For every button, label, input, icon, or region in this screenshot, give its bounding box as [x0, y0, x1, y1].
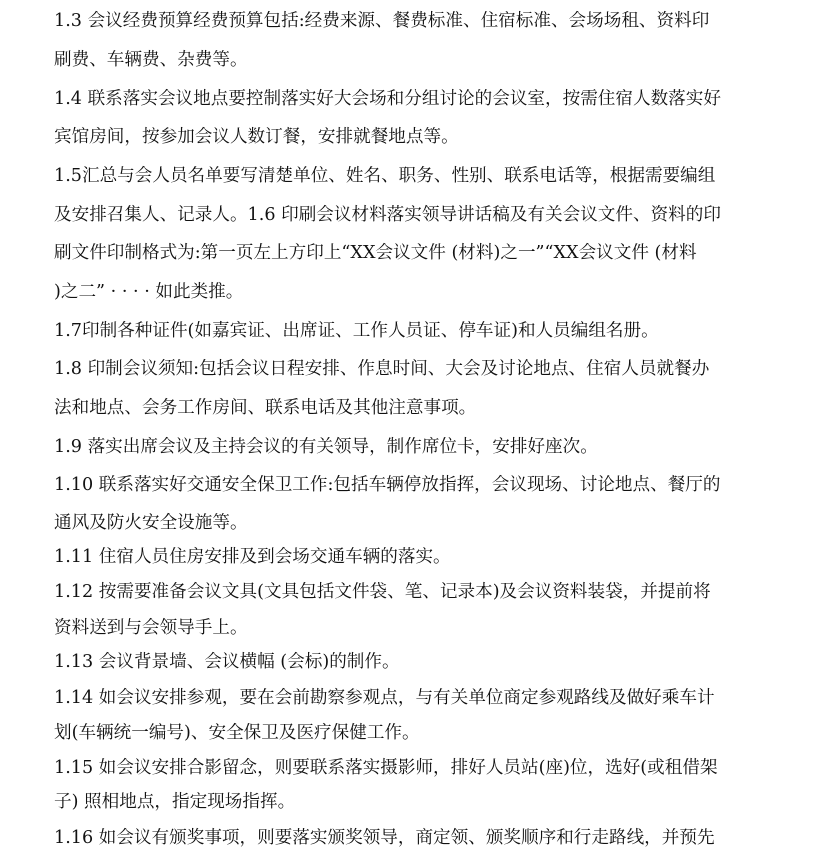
text-line: 1.14 如会议安排参观，要在会前勘察参观点，与有关单位商定参观路线及做好乘车计 — [54, 688, 715, 708]
text-line: 宾馆房间，按参加会议人数订餐，安排就餐地点等。 — [54, 127, 459, 147]
text-line: 1.5汇总与会人员名单要写清楚单位、姓名、职务、性别、联系电话等，根据需要编组 — [54, 166, 716, 186]
text-line: 1.11 住宿人员住房安排及到会场交通车辆的落实。 — [54, 547, 451, 567]
text-line: 1.12 按需要准备会议文具(文具包括文件袋、笔、记录本)及会议资料装袋，并提前将 — [54, 582, 711, 602]
text-line: 1.3 会议经费预算经费预算包括:经费来源、餐费标准、住宿标准、会场场租、资料印 — [54, 11, 710, 31]
text-line: 1.9 落实出席会议及主持会议的有关领导，制作席位卡，安排好座次。 — [54, 437, 598, 457]
text-line: 1.8 印制会议须知:包括会议日程安排、作息时间、大会及讨论地点、住宿人员就餐办 — [54, 359, 710, 379]
text-line: 1.4 联系落实会议地点要控制落实好大会场和分组讨论的会议室，按需住宿人数落实好 — [54, 89, 721, 109]
text-line: 子) 照相地点，指定现场指挥。 — [54, 792, 296, 812]
text-line: 1.15 如会议安排合影留念，则要联系落实摄影师，排好人员站(座)位，选好(或租借架 — [54, 758, 718, 778]
text-line: 划(车辆统一编号)、安全保卫及医疗保健工作。 — [54, 723, 420, 743]
text-line: 法和地点、会务工作房间、联系电话及其他注意事项。 — [54, 398, 477, 418]
text-line: 1.16 如会议有颁奖事项，则要落实颁奖领导，商定领、颁奖顺序和行走路线，并预先 — [54, 828, 715, 848]
text-line: 及安排召集人、记录人。1.6 印刷会议材料落实领导讲话稿及有关会议文件、资料的印 — [54, 205, 721, 225]
text-line: 刷文件印制格式为:第一页左上方印上“XX会议文件 (材料)之一”“XX会议文件 (材料 — [54, 243, 697, 263]
text-line: 1.13 会议背景墙、会议横幅 (会标)的制作。 — [54, 652, 400, 672]
text-line: 资料送到与会领导手上。 — [54, 618, 248, 638]
text-line: 通风及防火安全设施等。 — [54, 513, 248, 533]
text-line: 1.10 联系落实好交通安全保卫工作:包括车辆停放指挥，会议现场、讨论地点、餐厅的 — [54, 475, 721, 495]
text-line: )之二” · · · · 如此类推。 — [54, 282, 244, 302]
text-line: 1.7印制各种证件(如嘉宾证、出席证、工作人员证、停车证)和人员编组名册。 — [54, 321, 659, 341]
text-line: 刷费、车辆费、杂费等。 — [54, 50, 248, 70]
